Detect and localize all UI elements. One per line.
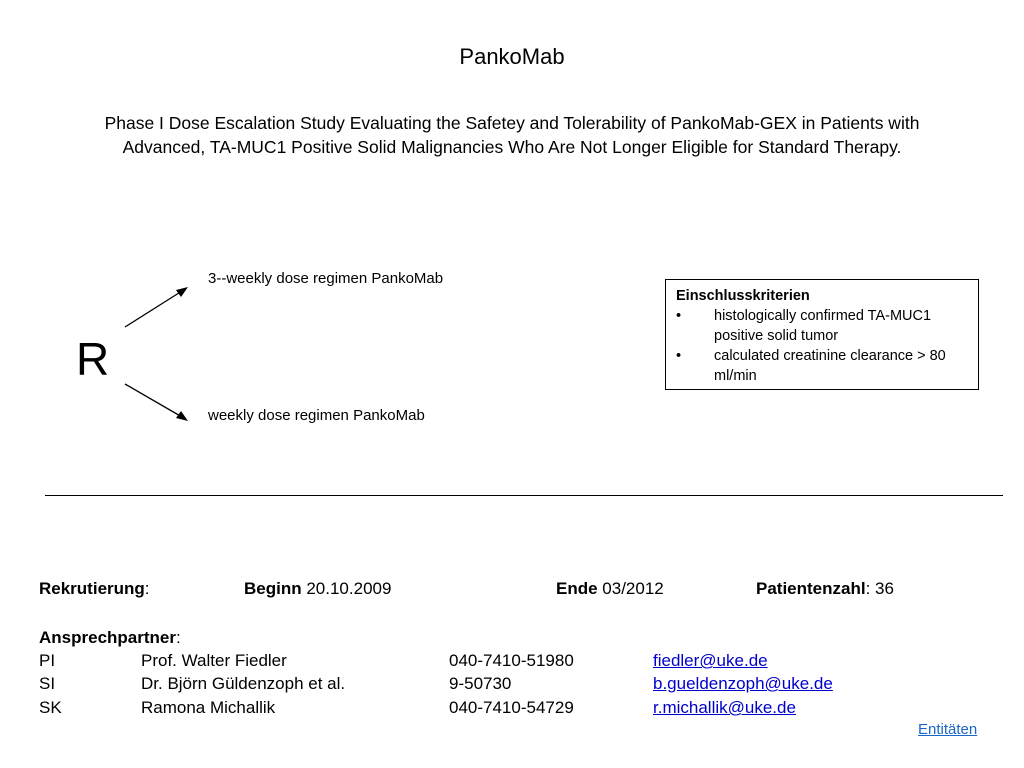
study-description: Phase I Dose Escalation Study Evaluating the Safetey and Tolerability of PankoMab-GEX in Patients with Advanced, TA-MUC1 Positive Solid Malignancies Who Are Not Longer Eligible for Standard Therapy. [104,113,920,157]
recruitment-begin: Beginn 20.10.2009 [244,579,392,598]
contact-email-link[interactable]: fiedler@uke.de [653,651,768,670]
contact-name: Prof. Walter Fiedler [141,651,287,670]
page-title: PankoMab [459,44,565,69]
randomization-arrows [110,278,200,428]
entitaeten-link[interactable]: Entitäten [918,721,978,738]
recruitment-end: Ende 03/2012 [556,579,664,598]
contact-phone: 9-50730 [449,674,512,693]
randomization-label: R [76,333,110,385]
bullet: • [676,348,682,364]
criteria-text: histologically confirmed TA-MUC1 positive solid tumor [714,308,932,344]
contact-phone: 040-7410-51980 [449,651,574,670]
contact-role: SI [39,674,56,693]
contact-role: SK [39,698,62,717]
criteria-text: calculated creatinine clearance > 80 ml/min [714,348,946,384]
contact-role: PI [39,651,56,670]
inclusion-criteria-box [665,279,979,390]
criteria-item [676,346,968,386]
contact-name: Dr. Björn Güldenzoph et al. [141,674,346,693]
divider [45,495,1003,496]
arrow-up-icon [125,287,188,327]
arm-weekly: weekly dose regimen PankoMab [208,407,425,424]
criteria-heading: Einschlusskriterien [676,288,810,304]
arm-3-weekly: 3--weekly dose regimen PankoMab [208,270,444,287]
patient-count: Patientenzahl: 36 [756,579,894,598]
contact-email-link[interactable]: b.gueldenzoph@uke.de [653,674,833,693]
contacts-label: Ansprechpartner: [39,628,181,647]
contact-email-link[interactable]: r.michallik@uke.de [653,698,796,717]
contact-phone: 040-7410-54729 [449,698,574,717]
bullet: • [676,308,682,324]
recruitment-label: Rekrutierung: [39,579,150,598]
arrow-down-icon [125,384,188,421]
criteria-list [676,306,968,386]
contact-name: Ramona Michallik [141,698,276,717]
criteria-item [676,306,968,346]
